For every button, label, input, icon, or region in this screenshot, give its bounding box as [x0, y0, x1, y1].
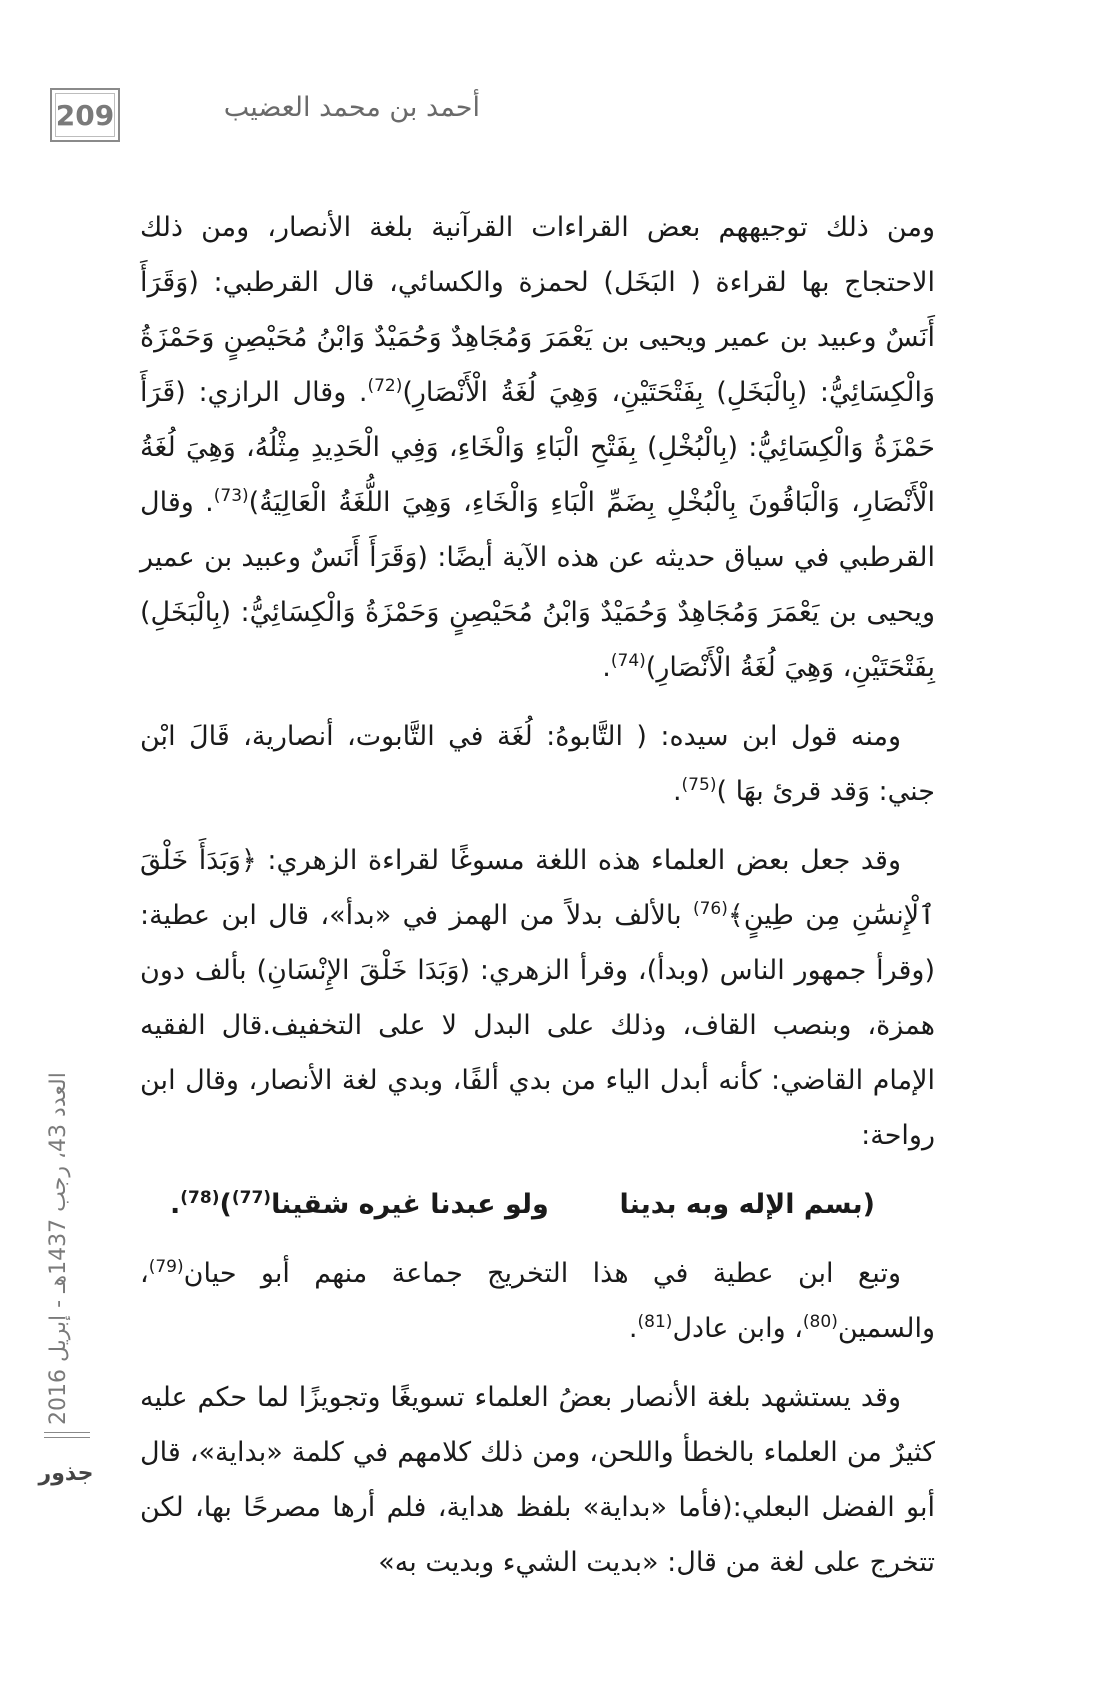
footnote-ref-80: (80)	[802, 1312, 838, 1332]
footnote-ref-81: (81)	[637, 1312, 673, 1332]
author-name: أحمد بن محمد العضيب	[223, 92, 480, 123]
article-body	[140, 200, 935, 1604]
paragraph-text: وتبع ابن عطية في هذا التخريج جماعة منهم أبو حيان	[183, 1258, 901, 1289]
footnote-ref-72: (72)	[367, 376, 403, 396]
issue-info: العدد 43، رجب 1437هـ - إبريل 2016	[46, 1072, 71, 1425]
paragraph-text: وقد جعل بعض العلماء هذه اللغة مسوغًا لقراءة الزهري: ﴿وَبَدَأَ خَلْقَ ٱلْإِنسَٰنِ مِن طِينٍ﴾	[140, 845, 935, 931]
paragraph-text: . وقال القرطبي في سياق حديثه عن هذه الآية أيضًا: (وَقَرَأَ أَنَسٌ وعبيد بن عمير ويحيى بن يَعْمَرَ وَمُجَاهِدٌ وَحُمَيْدٌ وَابْنُ مُحَيْصِنٍ وَحَمْزَةُ وَالْكِسَائِيُّ: (بِالْبَخَلِ) بِفَتْحَتَيْنِ، وَهِيَ لُغَةُ الْأَنْصَارِ)	[140, 487, 935, 683]
footnote-ref-73: (73)	[213, 486, 249, 506]
paragraph-2	[140, 709, 935, 819]
footnote-ref-77: (77)	[231, 1188, 272, 1208]
paragraph-4	[140, 1246, 935, 1356]
punctuation: .	[602, 652, 611, 683]
poem-second-hemistich: ولو عبدنا غيره شقينا$^{(77)}$)$^{(78)}$.	[170, 1188, 549, 1220]
footnote-ref-76: (76)	[692, 899, 728, 919]
poem-verse	[140, 1177, 935, 1232]
paragraph-text: وقد يستشهد بلغة الأنصار بعضُ العلماء تسويغًا وتجويزًا لما حكم عليه كثيرٌ من العلماء بالخطأ واللحن، ومن ذلك كلامهم في كلمة «بداية»، قال أبو الفضل البعلي:(فأما «بداية» بلفظ هداية، فلم أرها مصرحًا بها، لكن تتخرج على لغة من قال: «بديت الشيء وبديت به»	[140, 1382, 935, 1578]
footnote-ref-79: (79)	[148, 1257, 184, 1277]
punctuation: .	[672, 776, 682, 807]
punctuation: .	[628, 1313, 638, 1344]
paragraph-5	[140, 1370, 935, 1590]
footnote-ref-74: (74)	[610, 651, 646, 671]
paragraph-text: ومنه قول ابن سيده: ( التَّابوهُ: لُغَة في التَّابوت، أنصارية، قَالَ ابْن جني: وَقد قرئ بهَا )	[140, 721, 935, 807]
paragraph-text: بالألف بدلاً من الهمز في «بدأ»، قال ابن عطية: (وقرأ جمهور الناس (وبدأ)، وقرأ الزهري: (وَبَدَا خَلْقَ الإِنْسَانِ) بألف دون همزة، وبنصب القاف، وذلك على البدل لا على التخفيف.قال الفقيه الإمام القاضي: كأنه أبدل الياء من بدي ألفًا، وبدي لغة الأنصار، وقال ابن رواحة:	[140, 900, 935, 1151]
paragraph-3	[140, 833, 935, 1163]
footnote-ref-78: (78)	[180, 1188, 220, 1208]
poem-first-hemistich: (بسم الإله وبه بدينا	[619, 1189, 875, 1220]
paragraph-1	[140, 200, 935, 695]
paragraph-text: ومن ذلك توجيههم بعض القراءات القرآنية بلغة الأنصار، ومن ذلك الاحتجاج بها لقراءة ( البَخَل) لحمزة والكسائي، قال القرطبي: (وَقَرَأَ أَنَسٌ وعبيد بن عمير ويحيى بن يَعْمَرَ وَمُجَاهِدٌ وَحُمَيْدٌ وَابْنُ مُحَيْصِنٍ وَحَمْزَةُ وَالْكِسَائِيُّ: (بِالْبَخَلِ) بِفَتْحَتَيْنِ، وَهِيَ لُغَةُ الْأَنْصَارِ)	[140, 212, 936, 408]
journal-logo: جذور	[38, 1460, 94, 1486]
paragraph-text: ، وابن عادل	[672, 1313, 803, 1344]
side-divider	[44, 1432, 90, 1438]
paragraph-text: . وقال الرازي: (قَرَأَ حَمْزَةُ وَالْكِسَائِيُّ: (بِالْبُخْلِ) بِفَتْحِ الْبَاءِ وَالْخَاءِ، وَفِي الْحَدِيدِ مِثْلُهُ، وَهِيَ لُغَةُ الْأَنْصَارِ، وَالْبَاقُونَ بِالْبُخْلِ بِضَمِّ الْبَاءِ وَالْخَاءِ، وَهِيَ اللُّغَةُ الْعَالِيَةُ)	[140, 377, 935, 518]
page-number: 209	[50, 88, 120, 142]
paragraph-text: ، والسمين	[140, 1258, 935, 1344]
footnote-ref-75: (75)	[681, 775, 717, 795]
